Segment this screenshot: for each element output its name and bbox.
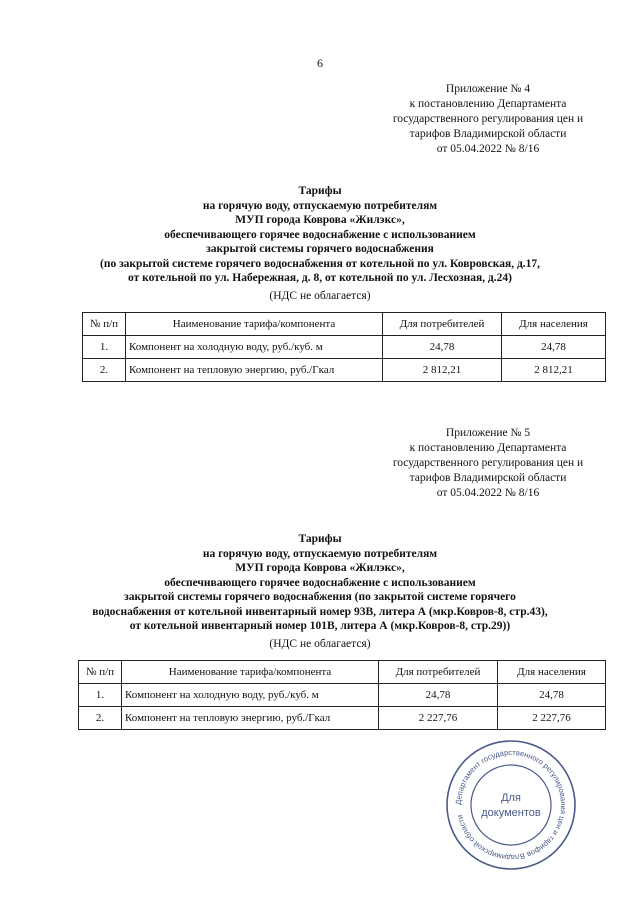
stamp-ring-textpath: Департамент государственного регулирования цен и тарифов Владимирской области xyxy=(453,747,569,863)
row-number: 1. xyxy=(83,336,126,359)
appendix-line: к постановлению Департамента xyxy=(409,442,567,454)
col-header-consumers: Для потребителей xyxy=(383,313,502,336)
row-consumers-value: 2 227,76 xyxy=(379,707,498,730)
row-consumers-value: 2 812,21 xyxy=(383,359,502,382)
col-header-consumers: Для потребителей xyxy=(379,661,498,684)
title-line: на горячую воду, отпускаемую потребителям xyxy=(202,547,438,560)
title-line: от котельной инвентарный номер 101В, литера А (мкр.Ковров-8, стр.29)) xyxy=(129,620,511,632)
title-line: МУП города Коврова «Жилэкс», xyxy=(235,562,405,574)
row-name: Компонент на холодную воду, руб./куб. м xyxy=(122,684,379,707)
appendix-4-header xyxy=(378,82,598,157)
appendix-line: от 05.04.2022 № 8/16 xyxy=(436,143,540,155)
official-stamp xyxy=(444,738,578,872)
appendix-line: государственного регулирования цен и xyxy=(392,457,584,469)
stamp-center-line: документов xyxy=(481,807,541,819)
tariff-title-2 xyxy=(0,532,640,634)
row-name: Компонент на тепловую энергию, руб./Гкал xyxy=(126,359,383,382)
appendix-5-header xyxy=(378,426,598,501)
appendix-line: Приложение № 5 xyxy=(445,427,531,439)
appendix-line: тарифов Владимирской области xyxy=(409,472,567,484)
col-header-number: № п/п xyxy=(83,313,126,336)
stamp-center-line: Для xyxy=(501,792,521,804)
row-number: 1. xyxy=(79,684,122,707)
row-population-value: 24,78 xyxy=(498,684,606,707)
col-header-name: Наименование тарифа/компонента xyxy=(122,661,379,684)
tariff-table-2 xyxy=(78,660,606,730)
row-number: 2. xyxy=(79,707,122,730)
appendix-line: Приложение № 4 xyxy=(445,83,531,95)
tariff-title-1 xyxy=(0,184,640,286)
row-name: Компонент на тепловую энергию, руб./Гкал xyxy=(122,707,379,730)
tariff-table-1 xyxy=(82,312,606,382)
row-name: Компонент на холодную воду, руб./куб. м xyxy=(126,336,383,359)
col-header-number: № п/п xyxy=(79,661,122,684)
title-line: (по закрытой системе горячего водоснабжения от котельной по ул. Ковровская, д.17, xyxy=(99,257,541,270)
appendix-line: к постановлению Департамента xyxy=(409,98,567,110)
appendix-line: тарифов Владимирской области xyxy=(409,128,567,140)
row-population-value: 24,78 xyxy=(502,336,606,359)
row-consumers-value: 24,78 xyxy=(379,684,498,707)
vat-note-2: (НДС не облагается) xyxy=(269,638,371,650)
page-number: 6 xyxy=(317,56,323,70)
appendix-line: государственного регулирования цен и xyxy=(392,113,584,125)
table-header-row xyxy=(79,661,606,684)
vat-note-1: (НДС не облагается) xyxy=(269,290,371,302)
title-line: обеспечивающего горячее водоснабжение с использованием xyxy=(164,576,476,589)
col-header-name: Наименование тарифа/компонента xyxy=(126,313,383,336)
col-header-population: Для населения xyxy=(498,661,606,684)
title-line: закрытой системы горячего водоснабжения (по закрытой системе горячего xyxy=(124,591,516,603)
title-line: на горячую воду, отпускаемую потребителям xyxy=(202,199,438,212)
col-header-population: Для населения xyxy=(502,313,606,336)
table-row xyxy=(79,707,606,730)
title-line: от котельной по ул. Набережная, д. 8, от котельной по ул. Лесхозная, д.24) xyxy=(128,272,512,284)
title-line: водоснабжения от котельной инвентарный номер 93В, литера А (мкр.Ковров-8, стр.43), xyxy=(92,605,548,618)
title-line: закрытой системы горячего водоснабжения xyxy=(206,243,434,255)
stamp-outer-ring xyxy=(447,741,575,869)
table-row xyxy=(83,359,606,382)
title-line: МУП города Коврова «Жилэкс», xyxy=(235,214,405,226)
row-population-value: 2 227,76 xyxy=(498,707,606,730)
row-consumers-value: 24,78 xyxy=(383,336,502,359)
row-number: 2. xyxy=(83,359,126,382)
table-row xyxy=(83,336,606,359)
title-line: Тарифы xyxy=(298,533,342,545)
appendix-line: от 05.04.2022 № 8/16 xyxy=(436,487,540,499)
title-line: Тарифы xyxy=(298,185,342,197)
table-header-row xyxy=(83,313,606,336)
row-population-value: 2 812,21 xyxy=(502,359,606,382)
stamp-inner-ring xyxy=(471,765,551,845)
table-row xyxy=(79,684,606,707)
title-line: обеспечивающего горячее водоснабжение с использованием xyxy=(164,228,476,241)
